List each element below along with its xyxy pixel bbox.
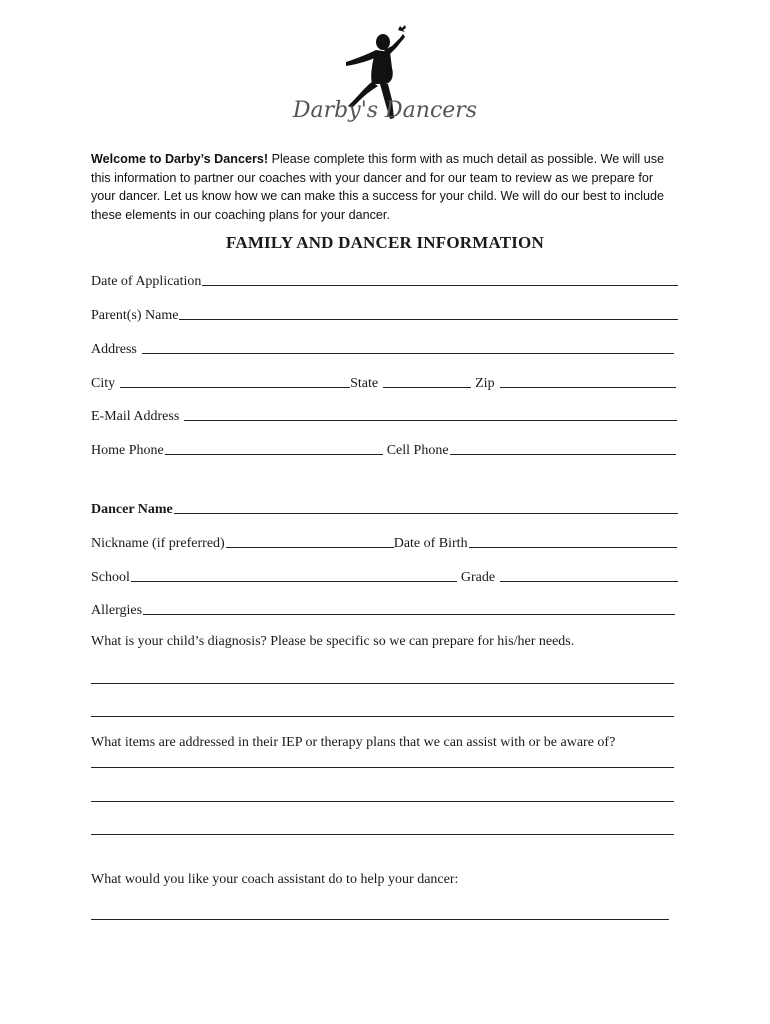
nickname-label: Nickname (if preferred) (91, 536, 225, 551)
city-state-zip-row (91, 370, 676, 392)
home-phone-label: Home Phone (91, 443, 164, 458)
dancer-name-row (91, 496, 678, 518)
grade-label: Grade (460, 570, 496, 585)
email-row (91, 403, 677, 425)
logo-wordmark (280, 95, 490, 125)
school-label: School (91, 570, 130, 585)
zip-field[interactable] (500, 387, 676, 388)
home-phone-field[interactable] (165, 454, 383, 455)
svg-text:Darby's Dancers: Darby's Dancers (292, 98, 478, 123)
parents-name-label: Parent(s) Name (91, 308, 179, 323)
iep-answer-line-2[interactable] (91, 801, 674, 802)
email-field[interactable] (184, 420, 677, 421)
date-of-application-label: Date of Application (91, 274, 202, 289)
address-label: Address (91, 342, 137, 357)
allergies-field[interactable] (143, 614, 675, 615)
school-grade-row (91, 564, 678, 586)
intro-text: Please complete this form with as much detail as possible. We will use this information to partner our coaches with your dancer and for our team to review as we prepare for your dancer. Let us know how we can make this a success for your child. We will do our best to include these elements in our coaching plans for your dancer. (91, 152, 665, 222)
address-row (91, 336, 674, 358)
iep-question: What items are addressed in their IEP or therapy plans that we can assist with or be aware of? (91, 735, 616, 750)
state-field[interactable] (383, 387, 471, 388)
iep-answer-line-1[interactable] (91, 767, 674, 768)
grade-field[interactable] (500, 581, 678, 582)
date-of-birth-field[interactable] (469, 547, 677, 548)
cell-phone-label: Cell Phone (386, 443, 449, 458)
nickname-dob-row (91, 530, 677, 552)
iep-answer-line-3[interactable] (91, 834, 674, 835)
coach-assistant-question: What would you like your coach assistant do to help your dancer: (91, 872, 459, 887)
diagnosis-answer-line-2[interactable] (91, 716, 674, 717)
zip-label: Zip (475, 376, 495, 391)
dancer-name-field[interactable] (174, 513, 678, 514)
address-field[interactable] (142, 353, 674, 354)
city-field[interactable] (120, 387, 350, 388)
city-label: City (91, 376, 116, 391)
phone-row (91, 437, 676, 459)
diagnosis-answer-line-1[interactable] (91, 683, 674, 684)
section-title: FAMILY AND DANCER INFORMATION (226, 233, 544, 252)
date-of-application-field[interactable] (202, 285, 678, 286)
allergies-label: Allergies (91, 603, 143, 618)
intro-paragraph (91, 150, 681, 224)
date-of-birth-label: Date of Birth (393, 536, 468, 551)
email-label: E-Mail Address (91, 409, 180, 424)
darbys-dancers-logo (280, 20, 490, 140)
date-of-application-row (91, 268, 678, 290)
allergies-row (91, 597, 675, 619)
state-label: State (350, 376, 379, 391)
coach-assistant-answer-line[interactable] (91, 919, 669, 920)
dancer-name-label: Dancer Name (91, 502, 173, 517)
school-field[interactable] (131, 581, 457, 582)
welcome-heading: Welcome to Darby’s Dancers! (91, 152, 269, 166)
parents-name-field[interactable] (179, 319, 678, 320)
nickname-field[interactable] (226, 547, 394, 548)
diagnosis-question: What is your child’s diagnosis? Please be specific so we can prepare for his/her needs. (91, 634, 575, 649)
parents-name-row (91, 302, 678, 324)
cell-phone-field[interactable] (450, 454, 676, 455)
